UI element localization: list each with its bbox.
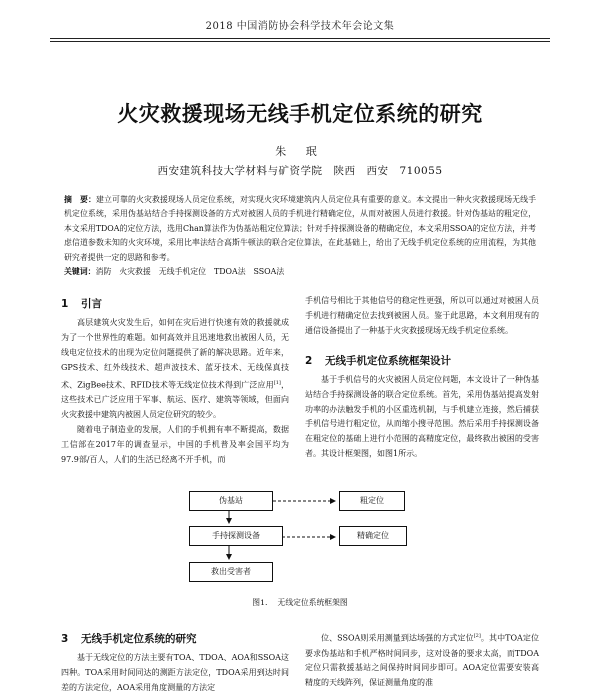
- box-fine-positioning: 精确定位: [339, 526, 407, 546]
- para-text: 位、SSOA则采用测量到达场强的方式定位: [321, 633, 474, 643]
- author-name: 朱 珉: [275, 145, 325, 158]
- section-1-paragraph-1: [61, 316, 289, 423]
- figure-1-caption: [0, 597, 600, 608]
- figure-1-diagram: [185, 481, 425, 594]
- box-rescue-victim: 救出受害者: [189, 562, 273, 582]
- citation: [2]: [473, 633, 481, 639]
- para-text: 高层建筑火灾发生后，如何在灾后进行快速有效的救援就成为了一个世界性的难题。如何高效并且迅速地救出被困人员，无线电定位技术的出现为定位问题提供了新的解决思路。近年来，GPS技术、红外线技术、超声波技术、蓝牙技术、无线保真技术、ZigBee技术、RFID技术等无线定位技术得到广泛应用: [61, 318, 289, 390]
- caption-label: 图1.: [252, 598, 268, 607]
- para-text: ，这些技术已广泛应用于军事、航运、医疗、建筑等领域，但面向火灾救援中建筑内被困人员定位研究的较少。: [61, 380, 290, 420]
- left-column: [61, 294, 289, 468]
- para-text: 。其中TOA定位要求伪基站和手机严格时间同步，这对设备的要求太高，而TDOA定位只需救援基站之间保持时间同步即可。AOA定位需要安装高精度的天线阵列，保证测量角度的准: [305, 633, 540, 688]
- keywords: [64, 265, 536, 279]
- keywords-text: 消防 火灾救援 无线手机定位 TDOA法 SSOA法: [95, 267, 285, 276]
- section-title: 引言: [81, 298, 102, 310]
- section-2-heading: [305, 351, 539, 373]
- abstract-text: 建立可靠的火灾救援现场人员定位系统，对实现火灾环境建筑内人员定位具有重要的意义。本文提出一种火灾救援现场无线手机定位系统，采用伪基站结合手持探测设备的方式对被困人员的手机进行精确定位，从而对被困人员进行救援。针对伪基站的粗定位，本文采用TDOA的定位方法，选用Chan算法作为伪基站粗定位算法；针对手持探测设备的精确定位，本文采用SSOA的定位方法，并考虑信道参数未知的火灾环境，采用比率法结合高斯牛顿法的联合定位算法，在此基础上，给出了无线手机定位系统的应用流程，为其他研究者提供一定的思路和参考。: [64, 195, 536, 262]
- right-column-lower: [305, 629, 539, 691]
- keywords-label: 关键词：: [64, 267, 96, 276]
- citation: [1]: [273, 379, 281, 386]
- section-number: 2: [305, 354, 313, 367]
- section-number: 1: [61, 298, 69, 310]
- abstract-label: 摘 要：: [64, 195, 97, 204]
- section-1-paragraph-2-continued: 手机信号相比于其他信号的稳定性更强，所以可以通过对被困人员手机进行精确定位去找到被困人员。鉴于此思路，本文利用现有的通信设备提出了一种基于火灾救援现场无线手机定位系统。: [305, 296, 539, 335]
- section-number: 3: [61, 633, 69, 645]
- box-fake-base-station: 伪基站: [189, 491, 273, 511]
- header-rule-bottom: [50, 41, 550, 42]
- section-2-paragraph-1: 基于手机信号的火灾被困人员定位问题，本文设计了一种伪基站结合手持探测设备的联合定位系统。首先，采用伪基站提高发射功率的办法触发手机的小区重选机制，与手机建立连接，然后捕获手机信号进行粗定位，从而缩小搜寻范围。然后采用手持探测设备在粗定位的基础上进行小范围的高精度定位，最终救出被困的受害者。其设计框架图，如图1所示。: [305, 374, 539, 459]
- section-title: 无线手机定位系统的研究: [81, 633, 197, 645]
- abstract: [64, 193, 536, 265]
- running-header: 2018 中国消防协会科学技术年会论文集: [205, 21, 395, 32]
- header-rule-top: [50, 38, 550, 39]
- section-3-heading: [61, 629, 289, 651]
- section-3-paragraph-1: 基于无线定位的方法主要有TOA、TDOA、AOA和SSOA这四种。TOA采用时间同达的测距方法定位，TDOA采用到达时间差的方法定位，AOA采用角度测量的方法定: [61, 653, 289, 692]
- section-1-heading: [61, 294, 289, 316]
- left-column-lower: [61, 629, 289, 696]
- box-handheld-detector: 手持探测设备: [189, 526, 283, 546]
- author-affiliation: 西安建筑科技大学材料与矿资学院 陕西 西安 710055: [157, 165, 443, 177]
- paper-title: 火灾救援现场无线手机定位系统的研究: [117, 102, 483, 126]
- right-column: [305, 294, 539, 462]
- section-3-paragraph-1-continued: [305, 629, 539, 691]
- section-1-paragraph-2: 随着电子制造业的发展，人们的手机拥有率不断提高，数据工信部在2017年的调查显示，中国的手机普及率会国平均为97.9部/百人，人们的生活已经离不开手机，而: [61, 425, 289, 464]
- caption-text: 无线定位系统框架图: [277, 598, 348, 607]
- box-coarse-positioning: 粗定位: [339, 491, 405, 511]
- section-title: 无线手机定位系统框架设计: [325, 354, 451, 367]
